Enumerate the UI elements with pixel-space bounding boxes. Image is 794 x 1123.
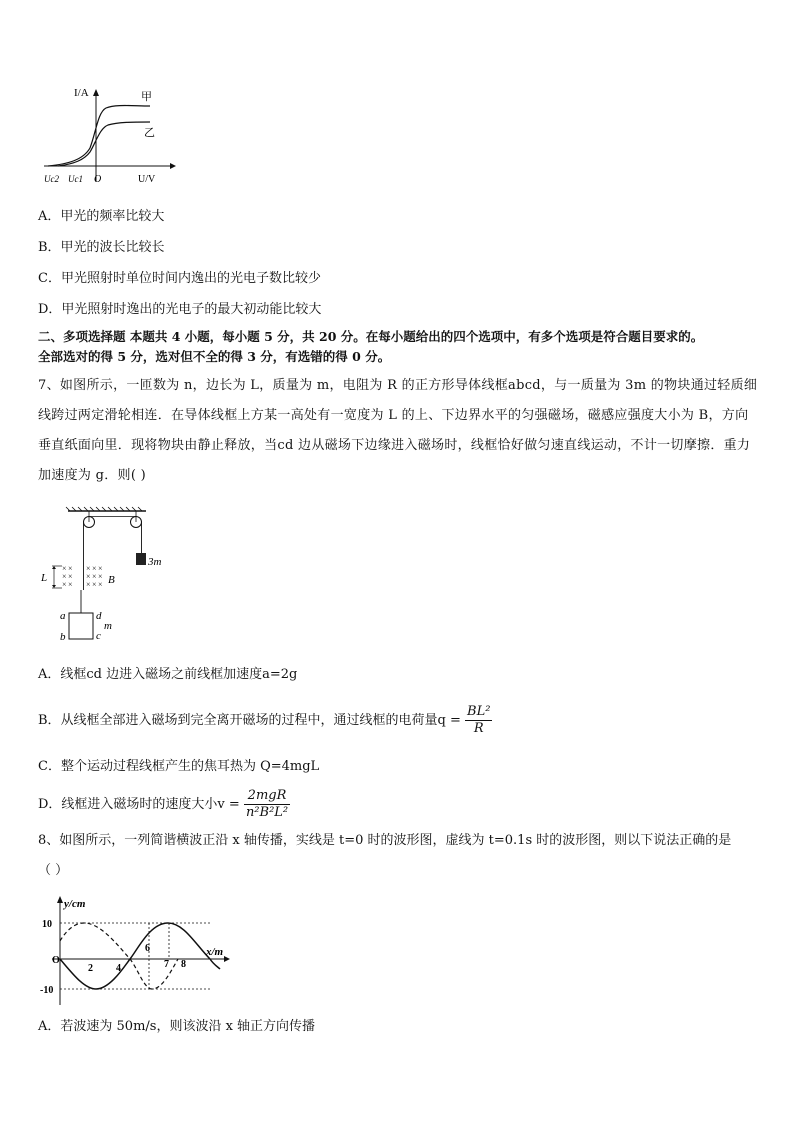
q8-stem-line2: （ ）: [38, 863, 69, 878]
q7-option-c: C．整个运动过程线框产生的焦耳热为 Q=4mgL: [38, 759, 320, 774]
coil-abcd: [69, 613, 93, 639]
field-width-label: L: [41, 572, 48, 584]
svg-text:×: ×: [86, 564, 91, 573]
corner-d: d: [96, 610, 102, 622]
wave-tick-6: 6: [145, 943, 150, 954]
q7-option-d-numerator: 2mgR: [244, 788, 290, 805]
wave-tick-4: 4: [116, 963, 121, 974]
svg-text:×: ×: [68, 580, 73, 589]
svg-text:×: ×: [62, 564, 67, 573]
q8-option-a: A．若波速为 50m/s，则该波沿 x 轴正方向传播: [38, 1019, 316, 1034]
field-b-label: B: [108, 574, 115, 586]
svg-text:×: ×: [92, 580, 97, 589]
q6-option-c: C．甲光照射时单位时间内逸出的光电子数比较少: [38, 271, 321, 286]
curve-yi-label: 乙: [144, 127, 155, 139]
x-axis-label: U/V: [138, 174, 156, 185]
origin-label: O: [94, 174, 102, 185]
svg-text:×: ×: [98, 564, 103, 573]
block-3m: [136, 553, 146, 565]
q8-stem-line1: 8、如图所示，一列简谐横波正沿 x 轴传播，实线是 t=0 时的波形图，虚线为 t=0.1s 时的波形图，则以下说法正确的是: [38, 833, 732, 848]
svg-text:×: ×: [98, 572, 103, 581]
uc2-label: Uc2: [44, 174, 59, 184]
svg-text:×: ×: [62, 580, 67, 589]
svg-text:×: ×: [92, 572, 97, 581]
q7-option-b-text: B．从线框全部进入磁场到完全离开磁场的过程中，通过线框的电荷量q =: [38, 713, 461, 728]
q7-option-b-numerator: BL²: [467, 704, 491, 719]
q7-option-d-denominator: n²B²L²: [245, 805, 289, 820]
q7-option-d: [38, 786, 290, 824]
corner-a: a: [60, 610, 66, 622]
wave-y-min: -10: [40, 985, 54, 996]
wave-tick-2: 2: [88, 963, 93, 974]
block-3m-label: 3m: [148, 556, 162, 568]
q7-option-b: [38, 702, 492, 740]
q7-option-d-fraction: [244, 788, 290, 821]
svg-text:×: ×: [68, 564, 73, 573]
q7-option-a: A．线框cd 边进入磁场之前线框加速度a=2g: [38, 667, 298, 682]
section2-header-line2: 全部选对的得 5 分，选对但不全的得 3 分，有选错的得 0 分。: [38, 349, 391, 364]
wave-tick-8: 8: [181, 959, 186, 970]
corner-b: b: [60, 631, 66, 643]
svg-text:×: ×: [86, 572, 91, 581]
corner-c: c: [96, 630, 101, 642]
wave-graph: [38, 893, 233, 1008]
wave-x-axis-label: x/m: [206, 946, 224, 958]
iv-graph: [38, 82, 178, 190]
wave-tick-7: 7: [164, 959, 169, 970]
section2-header-line1: 二、多项选择题 本题共 4 小题，每小题 5 分，共 20 分。在每小题给出的四个选项中，有多个选项是符合题目要求的。: [38, 329, 704, 344]
q6-option-a: A．甲光的频率比较大: [38, 209, 165, 224]
curve-jia-label: 甲: [141, 91, 152, 103]
y-axis-label: I/A: [74, 87, 89, 99]
wave-y-axis-label: y/cm: [64, 898, 86, 910]
wave-y-max: 10: [42, 919, 52, 930]
q6-option-b: B．甲光的波长比较长: [38, 240, 165, 255]
wave-origin: O: [52, 955, 60, 966]
q7-option-b-denominator: R: [473, 721, 484, 736]
q7-option-d-text: D．线框进入磁场时的速度大小v =: [38, 797, 240, 812]
svg-text:×: ×: [92, 564, 97, 573]
svg-text:×: ×: [62, 572, 67, 581]
q6-option-d: D．甲光照射时逸出的光电子的最大初动能比较大: [38, 302, 322, 317]
svg-text:×: ×: [98, 580, 103, 589]
svg-text:×: ×: [68, 572, 73, 581]
coil-mass-label: m: [104, 620, 112, 632]
q7-option-b-fraction: [465, 704, 492, 737]
pulley-diagram: [38, 505, 188, 645]
q7-stem: 7、如图所示，一匝数为 n，边长为 L，质量为 m，电阻为 R 的正方形导体线框abcd，与一质量为 3m 的物块通过轻质细线跨过两定滑轮相连．在导体线框上方某一高处有一宽度为 L 的上、下边界水平的匀强磁场，磁感应强度大小为 B，方向垂直纸面向里．现将物块由静止释放，当cd 边从磁场下边缘进入磁场时，线框恰好做匀速直线运动，不计一切摩擦．重力加速度为 g．则( ): [38, 378, 758, 483]
wave-solid: [60, 923, 220, 989]
uc1-label: Uc1: [68, 174, 83, 184]
curve-yi: [58, 122, 150, 166]
svg-text:×: ×: [86, 580, 91, 589]
